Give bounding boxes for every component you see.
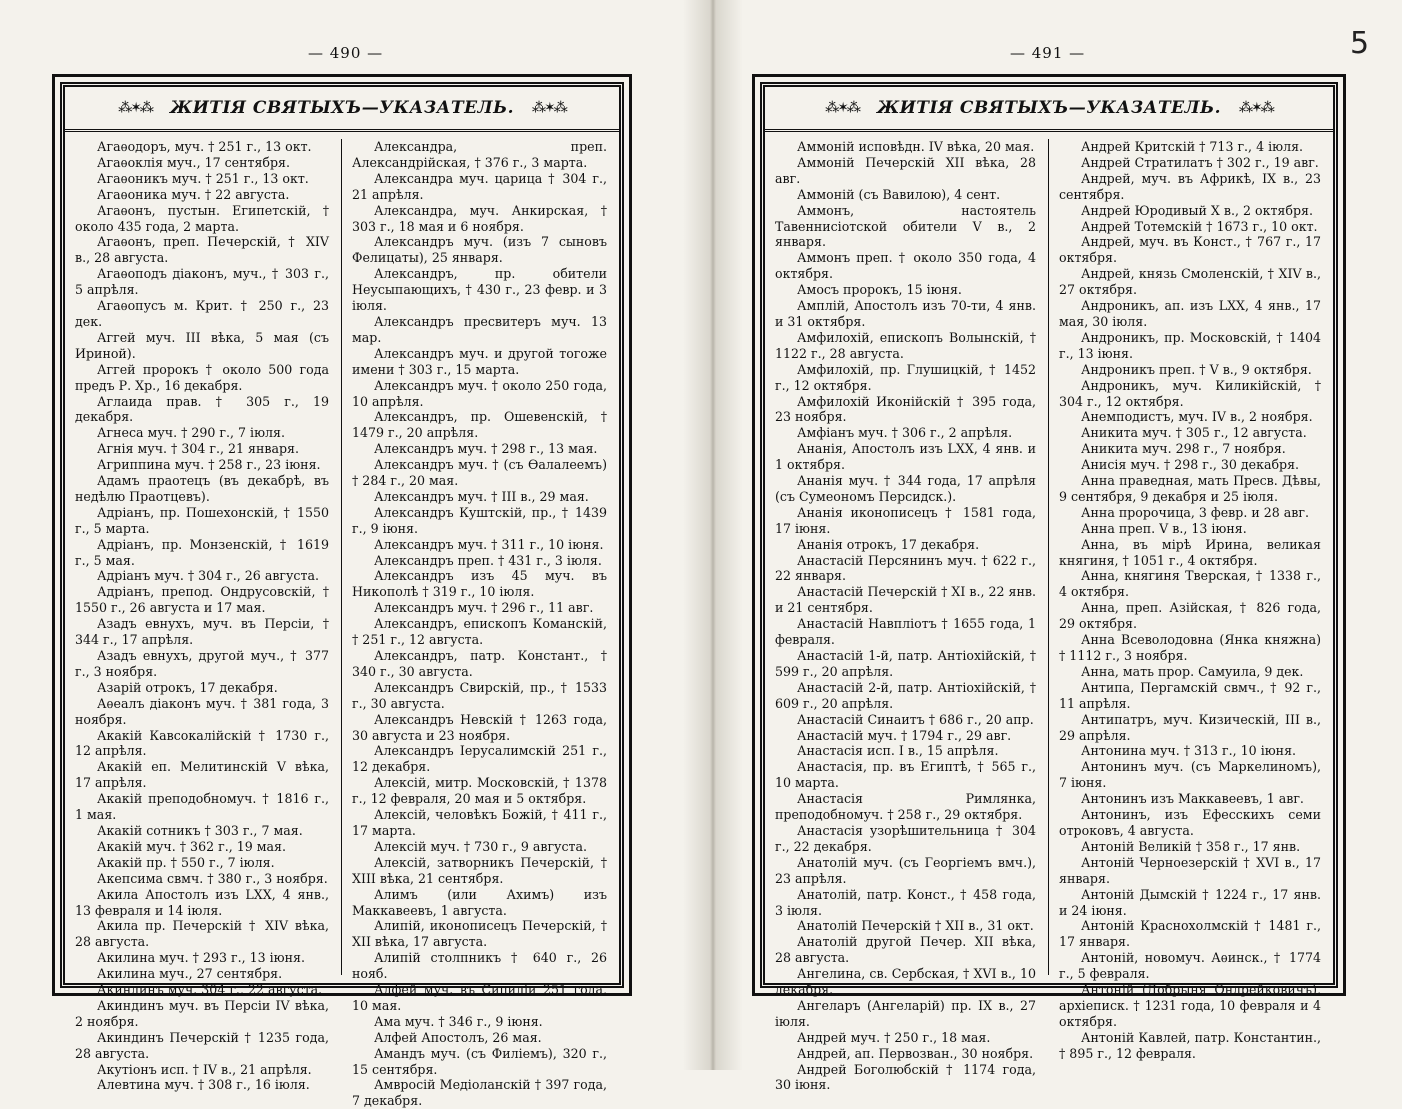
index-entry: Акилина муч., 27 сентября. <box>97 966 283 982</box>
index-entry: Андрей Боголюбскій † 1174 года, 30 іюня. <box>775 1061 1036 1093</box>
index-entry: Аггей пророкъ † около 500 года предъ Р. Хр., 16 декабря. <box>75 361 329 393</box>
left-page-number: — 490 — <box>308 44 384 62</box>
index-entry: Акакій еп. Мелитинскій V вѣка, 17 апрѣля. <box>75 759 329 791</box>
index-entry: Агнеса муч. † 290 г., 7 іюля. <box>97 425 285 441</box>
index-entry: Адріанъ муч. † 304 г., 26 августа. <box>97 568 319 584</box>
right-page-header <box>765 87 1333 132</box>
index-entry: Анастасій 1-й, патр. Антіохійскій, † 599 г., 20 апрѣля. <box>775 648 1036 679</box>
ornament-icon: ⁂✶⁂ <box>118 100 152 116</box>
index-entry: Акиндинъ муч. въ Персіи IV вѣка, 2 ноября. <box>75 997 329 1029</box>
index-entry: Азарій отрокъ, 17 декабря. <box>97 679 278 695</box>
index-entry: Александръ муч. † 296 г., 11 авг. <box>374 600 594 616</box>
index-entry: Анастасія исп. I в., 15 апрѣля. <box>797 743 999 759</box>
index-entry: Александръ пресвитеръ муч. 13 мар. <box>352 313 607 345</box>
index-entry: Антоній Великій † 358 г., 17 янв. <box>1081 838 1301 854</box>
index-entry: Антоній Черноезерскій † XVI в., 17 января. <box>1059 854 1321 886</box>
index-entry: Алевтина муч. † 308 г., 16 іюля. <box>97 1077 310 1093</box>
index-entry: Адріанъ, пр. Монзенскій, † 1619 г., 5 мая. <box>75 536 329 568</box>
index-entry: Амплій, Апостолъ изъ 70-ти, 4 янв. и 31 октября. <box>775 298 1036 329</box>
index-entry: Ананія муч. † 344 года, 17 апрѣля (съ Сумеономъ Персидск.). <box>775 473 1036 504</box>
index-entry: Антоній Кавлей, патр. Константин., † 895 г., 12 февраля. <box>1059 1029 1321 1061</box>
index-entry: Агаѳоподъ діаконъ, муч., † 303 г., 5 апрѣля. <box>75 266 329 298</box>
index-entry: Анна, въ мірѣ Ирина, великая княгиня, † 1051 г., 4 октября. <box>1059 536 1321 568</box>
index-entry: Александръ, епископъ Команскій, † 251 г., 12 августа. <box>352 616 607 648</box>
index-entry: Александръ Свирскій, пр., † 1533 г., 30 августа. <box>352 679 607 711</box>
index-entry: Аглаида прав. † 305 г., 19 декабря. <box>75 393 329 425</box>
index-entry: Азадъ евнухъ, другой муч., † 377 г., 3 ноября. <box>75 648 329 679</box>
index-entry: Андрей Тотемскій † 1673 г., 10 окт. <box>1081 218 1318 234</box>
index-entry: Анна, мать прор. Самуила, 9 дек. <box>1081 663 1304 679</box>
index-entry: Акутіонъ исп. † IV в., 21 апрѣля. <box>97 1061 312 1077</box>
index-entry: Александръ муч. и другой тогоже имени † 303 г., 15 марта. <box>352 345 607 377</box>
index-entry: Александръ, пр. обители Неусыпающихъ, † 430 г., 23 февр. и 3 іюля. <box>352 266 607 314</box>
index-entry: Анемподистъ, муч. IV в., 2 ноября. <box>1081 409 1313 425</box>
right-header-title: ЖИТІЯ СВЯТЫХЪ—УКАЗАТЕЛЬ. <box>876 98 1222 118</box>
index-entry: Анисія муч. † 298 г., 30 декабря. <box>1081 457 1300 473</box>
index-entry: Ама муч. † 346 г., 9 іюня. <box>374 1013 543 1029</box>
index-entry: Александръ, патр. Констант., † 340 г., 30 августа. <box>352 648 607 679</box>
index-entry: Антонина муч. † 313 г., 10 іюня. <box>1081 743 1297 759</box>
index-entry: Амандъ муч. (съ Филіемъ), 320 г., 15 сентября. <box>352 1045 607 1077</box>
index-entry: Аггей муч. III вѣка, 5 мая (съ Ириной). <box>75 329 329 361</box>
index-entry: Антоній (Добрыня Ондрейковичъ), архіеписк. † 1231 года, 10 февраля и 4 октября. <box>1059 982 1321 1029</box>
right-page-frame <box>752 74 1346 1093</box>
index-entry: Аммонъ преп. † около 350 года, 4 октября. <box>775 250 1036 282</box>
index-entry: Анастасій 2-й, патр. Антіохійскій, † 609 г., 20 апрѣля. <box>775 679 1036 711</box>
index-entry: Анатолій муч. (съ Георгіемъ вмч.), 23 апрѣля. <box>775 854 1036 886</box>
ornament-icon: ⁂✶⁂ <box>1239 100 1273 116</box>
index-entry: Ананія иконописецъ † 1581 года, 17 іюня. <box>775 504 1036 536</box>
index-entry: Адамъ праотецъ (въ декабрѣ, въ недѣлю Праотцевъ). <box>75 473 329 504</box>
index-entry: Анна, княгиня Тверская, † 1338 г., 4 октября. <box>1059 568 1321 600</box>
index-entry: Анастасій Печерскій † XI в., 22 янв. и 21 сентября. <box>775 584 1036 616</box>
index-entry: Амвросій Медіоланскій † 397 года, 7 декабря. <box>352 1077 607 1109</box>
left-column-2 <box>342 139 619 1109</box>
index-entry: Анна преп. V в., 13 іюня. <box>1081 520 1247 536</box>
index-entry: Антонинъ муч. (съ Маркелиномъ), 7 іюня. <box>1059 759 1321 791</box>
index-entry: Акакій пр. † 550 г., 7 іюля. <box>97 854 275 870</box>
index-entry: Александръ Іерусалимскій 251 г., 12 декабря. <box>352 743 607 775</box>
index-entry: Аммоній (съ Вавилою), 4 сент. <box>797 186 1001 202</box>
book-gutter <box>683 0 743 1070</box>
index-entry: Акакій сотникъ † 303 г., 7 мая. <box>97 822 303 838</box>
index-entry: Амфилохій, епископъ Волынскій, † 1122 г., 28 августа. <box>775 329 1036 361</box>
right-column-1 <box>765 139 1049 1093</box>
index-entry: Антонинъ, изъ Ефесскихъ семи отроковъ, 4 августа. <box>1059 807 1321 838</box>
index-entry: Александръ муч. † около 250 года, 10 апрѣля. <box>352 377 607 409</box>
index-entry: Адріанъ, пр. Пошехонскій, † 1550 г., 5 марта. <box>75 504 329 536</box>
index-entry: Андрей Стратилатъ † 302 г., 19 авг. <box>1081 154 1319 170</box>
index-entry: Аникита муч. 298 г., 7 ноября. <box>1081 441 1286 457</box>
index-entry: Андрей, муч. въ Конст., † 767 г., 17 октября. <box>1059 234 1321 266</box>
left-page-frame <box>52 74 632 1109</box>
index-entry: Агаѳоникъ муч. † 251 г., 13 окт. <box>97 170 309 186</box>
ornament-icon: ⁂✶⁂ <box>532 100 566 116</box>
index-entry: Аникита муч. † 305 г., 12 августа. <box>1081 425 1307 441</box>
index-entry: Александръ муч. † III в., 29 мая. <box>374 488 589 504</box>
index-entry: Андрей, князь Смоленскій, † XIV в., 27 октября. <box>1059 266 1321 298</box>
index-entry: Азадъ евнухъ, муч. въ Персіи, † 344 г., 17 апрѣля. <box>75 616 329 648</box>
index-entry: Александръ преп. † 431 г., 3 іюля. <box>374 552 602 568</box>
index-entry: Андроникъ преп. † V в., 9 октября. <box>1081 361 1312 377</box>
index-entry: Амосъ пророкъ, 15 іюня. <box>797 282 962 298</box>
index-entry: Андроникъ, пр. Московскій, † 1404 г., 13 іюня. <box>1059 329 1321 361</box>
index-entry: Ананія, Апостолъ изъ LXX, 4 янв. и 1 октября. <box>775 441 1036 473</box>
index-entry: Антоній Дымскій † 1224 г., 17 янв. и 24 іюня. <box>1059 886 1321 918</box>
index-entry: Андрей Юродивый X в., 2 октября. <box>1081 202 1313 218</box>
index-entry: Андрей, ап. Первозван., 30 ноября. <box>797 1045 1034 1061</box>
index-entry: Агаѳонъ, преп. Печерскій, † XIV в., 28 августа. <box>75 234 329 266</box>
index-entry: Александръ муч. † 298 г., 13 мая. <box>374 441 598 457</box>
index-entry: Аѳеалъ діаконъ муч. † 381 года, 3 ноября. <box>75 695 329 727</box>
index-entry: Андроникъ, муч. Киликійскій, † 304 г., 12 октября. <box>1059 377 1321 409</box>
right-page-number: — 491 — <box>1010 44 1086 62</box>
handwritten-page-mark: 5 <box>1350 26 1370 61</box>
index-entry: Андрей, муч. въ Африкѣ, IX в., 23 сентября. <box>1059 170 1321 202</box>
index-entry: Антипатръ, муч. Кизическій, III в., 29 апрѣля. <box>1059 711 1321 743</box>
index-entry: Акиндинъ Печерскій † 1235 года, 28 августа. <box>75 1029 329 1061</box>
index-entry: Андроникъ, ап. изъ LXX, 4 янв., 17 мая, 30 іюля. <box>1059 298 1321 329</box>
index-entry: Александра, муч. Анкирская, † 303 г., 18 мая и 6 ноября. <box>352 202 607 234</box>
index-entry: Александръ муч. † (съ Ѳалалеемъ) † 284 г., 20 мая. <box>352 457 607 489</box>
index-entry: Алексій, митр. Московскій, † 1378 г., 12 февраля, 20 мая и 5 октября. <box>352 775 607 807</box>
index-entry: Александра, преп. Александрійская, † 376 г., 3 марта. <box>352 139 607 170</box>
index-entry: Анастасія Римлянка, преподобномуч. † 258 г., 29 октября. <box>775 791 1036 823</box>
index-entry: Алипій столпникъ † 640 г., 26 нояб. <box>352 950 607 982</box>
index-entry: Акакій преподобномуч. † 1816 г., 1 мая. <box>75 791 329 823</box>
index-entry: Алимъ (или Ахимъ) изъ Маккавеевъ, 1 августа. <box>352 886 607 918</box>
index-entry: Ангелина, св. Сербская, † XVI в., 10 декабря. <box>775 966 1036 998</box>
index-entry: Алипій, иконописецъ Печерскій, † XII вѣка, 17 августа. <box>352 918 607 950</box>
index-entry: Агаѳодоръ, муч. † 251 г., 13 окт. <box>97 139 312 154</box>
index-entry: Анна праведная, мать Пресв. Дѣвы, 9 сентября, 9 декабря и 25 іюля. <box>1059 473 1321 504</box>
index-entry: Акила пр. Печерскій † XIV вѣка, 28 августа. <box>75 918 329 950</box>
index-entry: Аммоній Печерскій XII вѣка, 28 авг. <box>775 154 1036 186</box>
index-entry: Агнія муч. † 304 г., 21 января. <box>97 441 299 457</box>
index-entry: Александра муч. царица † 304 г., 21 апрѣля. <box>352 170 607 202</box>
index-entry: Анастасій Навпліотъ † 1655 года, 1 февраля. <box>775 616 1036 648</box>
index-entry: Агаѳоклія муч., 17 сентября. <box>97 154 291 170</box>
index-entry: Антипа, Пергамскій свмч., † 92 г., 11 апрѣля. <box>1059 679 1321 711</box>
index-entry: Алексій муч. † 730 г., 9 августа. <box>374 838 587 854</box>
index-entry: Андрей муч. † 250 г., 18 мая. <box>797 1029 991 1045</box>
index-entry: Амфилохій Иконійскій † 395 года, 23 ноября. <box>775 393 1036 425</box>
index-entry: Амфіанъ муч. † 306 г., 2 апрѣля. <box>797 425 1013 441</box>
index-entry: Аммоній исповѣдн. IV вѣка, 20 мая. <box>797 139 1035 154</box>
index-entry: Анатолій Печерскій † XII в., 31 окт. <box>797 918 1034 934</box>
index-entry: Антонинъ изъ Маккавеевъ, 1 авг. <box>1081 791 1304 807</box>
index-entry: Алфей муч. въ Сициліи 251 года, 10 мая. <box>352 982 607 1013</box>
index-entry: Александръ муч. (изъ 7 сыновъ Фелицаты), 25 января. <box>352 234 607 266</box>
index-entry: Анатолій другой Печер. XII вѣка, 28 августа. <box>775 934 1036 966</box>
ornament-icon: ⁂✶⁂ <box>825 100 859 116</box>
left-column-1 <box>65 139 342 1093</box>
index-entry: Акакій Кавсокалійскій † 1730 г., 12 апрѣля. <box>75 727 329 759</box>
index-entry: Алексій, человѣкъ Божій, † 411 г., 17 марта. <box>352 807 607 838</box>
index-entry: Алексій, затворникъ Печерскій, † XIII вѣка, 21 сентября. <box>352 854 607 886</box>
index-entry: Анастасія, пр. въ Египтѣ, † 565 г., 10 марта. <box>775 759 1036 791</box>
index-entry: Анастасій Синаитъ † 686 г., 20 апр. <box>797 711 1034 727</box>
index-entry: Александръ Невскій † 1263 года, 30 августа и 23 ноября. <box>352 711 607 743</box>
index-entry: Акепсима свмч. † 380 г., 3 ноября. <box>97 870 328 886</box>
index-entry: Александръ, пр. Ошевенскій, † 1479 г., 20 апрѣля. <box>352 409 607 441</box>
index-entry: Анастасій Персянинъ муч. † 622 г., 22 января. <box>775 552 1036 584</box>
index-entry: Агаѳопусъ м. Крит. † 250 г., 23 дек. <box>75 298 329 329</box>
index-entry: Акакій муч. † 362 г., 19 мая. <box>97 838 286 854</box>
index-entry: Агаѳоника муч. † 22 августа. <box>97 186 290 202</box>
index-entry: Аммонъ, настоятель Тавеннисіотской обители V в., 2 января. <box>775 202 1036 250</box>
index-entry: Адріанъ, препод. Ондрусовскій, † 1550 г., 26 августа и 17 мая. <box>75 584 329 616</box>
right-column-2 <box>1049 139 1333 1061</box>
index-entry: Агриппина муч. † 258 г., 23 іюня. <box>97 457 321 473</box>
index-entry: Антоній Краснохолмскій † 1481 г., 17 января. <box>1059 918 1321 950</box>
index-entry: Акиндинъ муч. 304 г., 22 августа. <box>97 982 323 998</box>
index-entry: Анна, преп. Азійская, † 826 года, 29 октября. <box>1059 600 1321 632</box>
index-entry: Ананія отрокъ, 17 декабря. <box>797 536 980 552</box>
index-entry: Анна Всеволодовна (Янка княжна) † 1112 г., 3 ноября. <box>1059 632 1321 663</box>
index-entry: Анатолій, патр. Конст., † 458 года, 3 іюля. <box>775 886 1036 918</box>
index-entry: Антоній, новомуч. Аѳинск., † 1774 г., 5 февраля. <box>1059 950 1321 982</box>
index-entry: Алфей Апостолъ, 26 мая. <box>374 1029 542 1045</box>
index-entry: Акила Апостолъ изъ LXX, 4 янв., 13 февраля и 14 іюля. <box>75 886 329 918</box>
index-entry: Амфилохій, пр. Глушицкій, † 1452 г., 12 октября. <box>775 361 1036 393</box>
index-entry: Андрей Критскій † 713 г., 4 іюля. <box>1081 139 1304 154</box>
index-entry: Анна пророчица, 3 февр. и 28 авг. <box>1081 504 1309 520</box>
index-entry: Александръ изъ 45 муч. въ Никополѣ † 319 г., 10 іюля. <box>352 568 607 600</box>
index-entry: Акилина муч. † 293 г., 13 іюня. <box>97 950 305 966</box>
index-entry: Анастасій муч. † 1794 г., 29 авг. <box>797 727 1012 743</box>
index-entry: Александръ муч. † 311 г., 10 іюня. <box>374 536 604 552</box>
left-page-header <box>65 87 619 132</box>
index-entry: Агаѳонъ, пустын. Египетскій, † около 435 года, 2 марта. <box>75 202 329 234</box>
left-header-title: ЖИТІЯ СВЯТЫХЪ—УКАЗАТЕЛЬ. <box>169 98 515 118</box>
index-entry: Александръ Куштскій, пр., † 1439 г., 9 іюня. <box>352 504 607 536</box>
index-entry: Анастасія узорѣшительница † 304 г., 22 декабря. <box>775 822 1036 854</box>
index-entry: Ангеларъ (Ангеларій) пр. IX в., 27 іюля. <box>775 997 1036 1029</box>
